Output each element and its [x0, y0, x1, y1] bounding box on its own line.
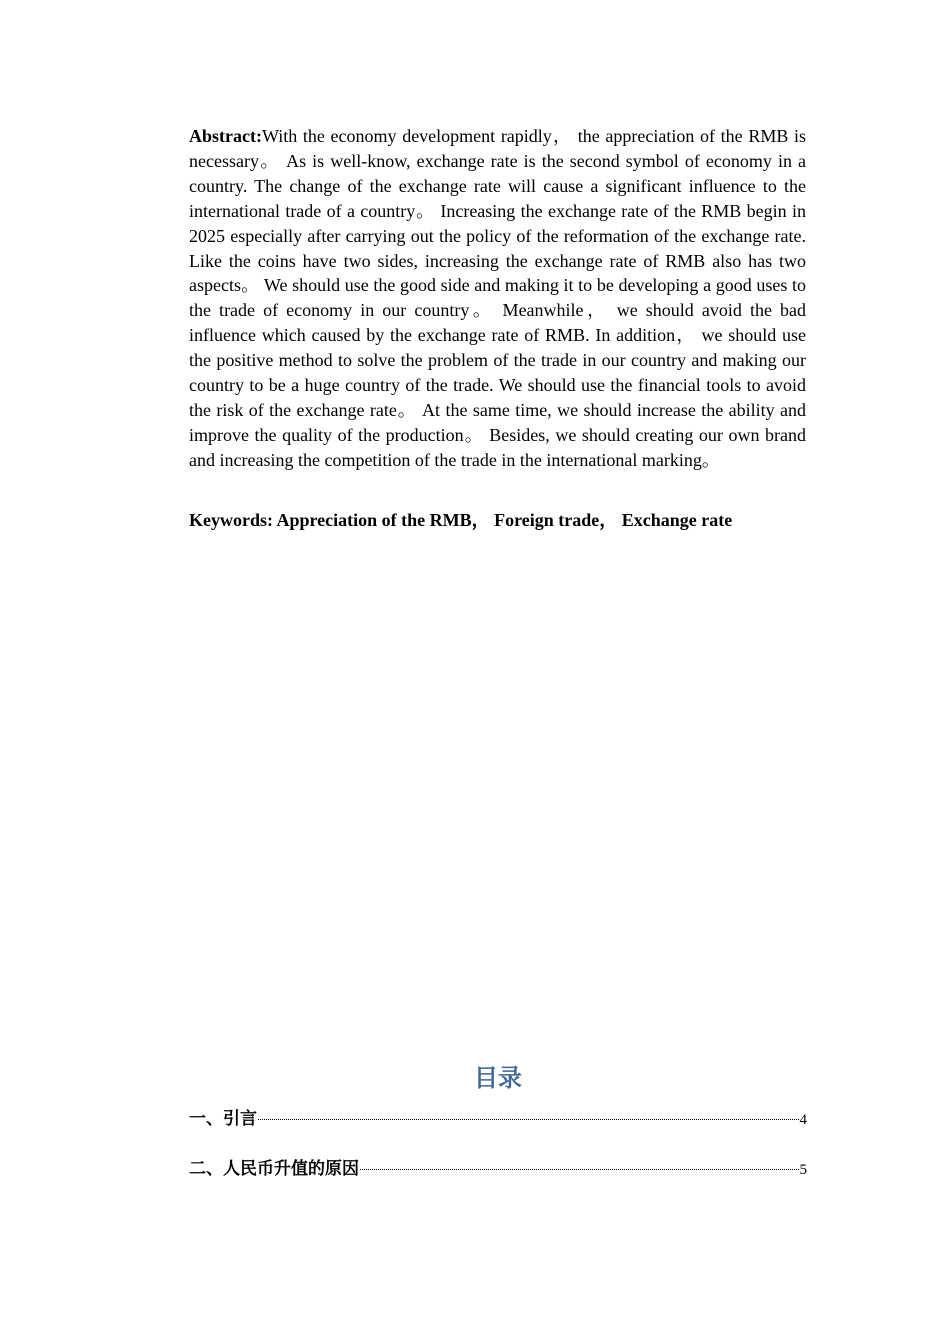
toc-title: 目录 [474, 1064, 522, 1092]
toc-entry[interactable] [189, 1107, 807, 1132]
toc-leader-dots [360, 1169, 799, 1170]
keywords-line: Keywords: Appreciation of the RMB， Foreign trade， Exchange rate [189, 510, 733, 530]
toc-leader-dots [258, 1119, 799, 1120]
abstract-paragraph [189, 124, 806, 473]
abstract-label: Abstract: [189, 126, 262, 146]
toc-entry[interactable] [189, 1157, 807, 1182]
abstract-text: With the economy development rapidly， the appreciation of the RMB is necessary。 As is well-know, exchange rate is the second symbol of economy in a country. The change of the exchange rate will cause a significant influence to the international trade of a country。 Increasing the exchange rate of the RMB begin in 2025 especially after carrying out the policy of the reformation of the exchange rate. Like the coins have two sides, increasing the exchange rate of RMB also has two aspects。 We should use the good side and making it to be developing a good uses to the trade of economy in our country。 Meanwhile， we should avoid the bad influence which caused by the exchange rate of RMB. In addition， we should use the positive method to solve the problem of the trade in our country and making our country to be a huge country of the trade. We should use the financial tools to avoid the risk of the exchange rate。 At the same time, we should increase the ability and improve the quality of the production。 Besides, we should creating our own brand and increasing the competition of the trade in the international marking。 [189, 126, 806, 470]
toc-entry-page: 5 [799, 1162, 807, 1178]
toc-entry-label: 一、引言 [189, 1109, 257, 1129]
toc-entry-label: 二、人民币升值的原因 [189, 1159, 359, 1179]
toc-entry-page: 4 [799, 1112, 807, 1128]
